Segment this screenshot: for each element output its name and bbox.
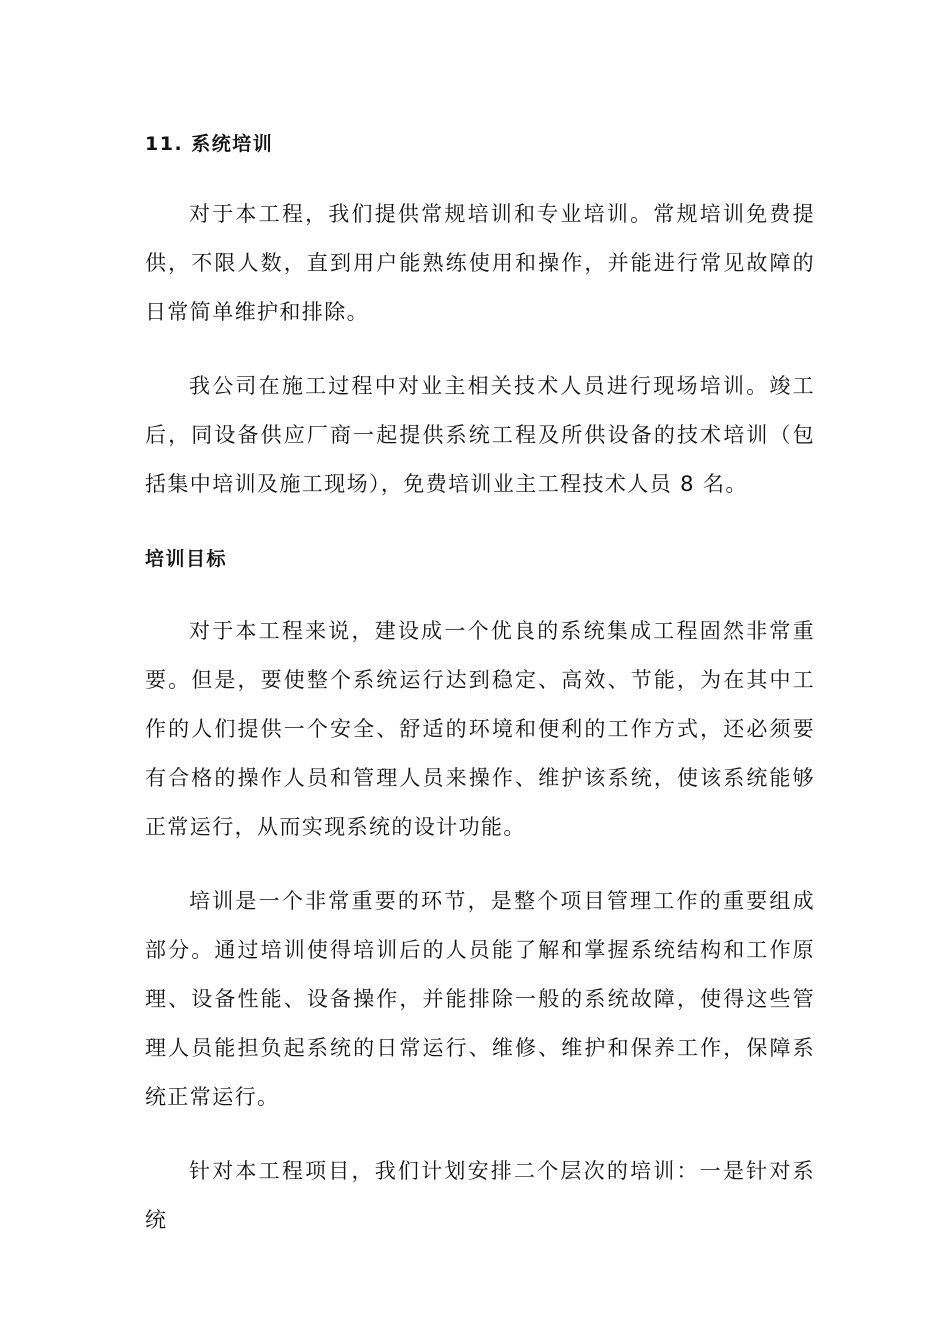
goal-paragraph-2: 培训是一个非常重要的环节，是整个项目管理工作的重要组成部分。通过培训使得培训后的人员能了解和掌握系统结构和工作原理、设备性能、设备操作，并能排除一般的系统故障，使得这些管理人员能担负起系统的日常运行、维修、维护和保养工作，保障系统正常运行。 — [145, 889, 815, 1109]
goal-paragraph-3: 针对本工程项目，我们计划安排二个层次的培训：一是针对系统 — [145, 1159, 815, 1232]
subsection-title: 培训目标 — [145, 548, 228, 570]
section-title: 11. 系统培训 — [145, 133, 274, 155]
intro-paragraph-2: 我公司在施工过程中对业主相关技术人员进行现场培训。竣工后，同设备供应厂商一起提供系统工程及所供设备的技术培训（包括集中培训及施工现场），免费培训业主工程技术人员 8 名。 — [145, 374, 815, 496]
intro-paragraph-1: 对于本工程，我们提供常规培训和专业培训。常规培训免费提供，不限人数，直到用户能熟练使用和操作，并能进行常见故障的日常简单维护和排除。 — [145, 202, 815, 324]
goal-paragraph-1: 对于本工程来说，建设成一个优良的系统集成工程固然非常重要。但是，要使整个系统运行达到稳定、高效、节能，为在其中工作的人们提供一个安全、舒适的环境和便利的工作方式，还必须要有合格的操作人员和管理人员来操作、维护该系统，使该系统能够正常运行，从而实现系统的设计功能。 — [145, 619, 815, 839]
